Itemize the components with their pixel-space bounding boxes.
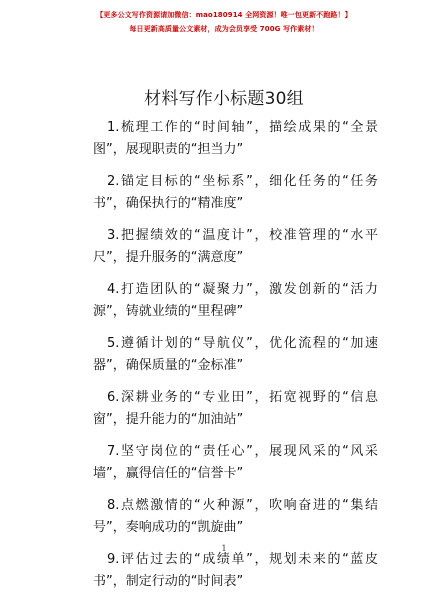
list-item: 7.坚守岗位的“责任心”，展现风采的“风采墙”，赢得信任的“信誉卡”	[93, 444, 378, 481]
list-item: 6.深耕业务的“专业田”，拓宽视野的“信息窗”，提升能力的“加油站”	[93, 390, 378, 427]
list-item: 9.评估过去的“成绩单”，规划未来的“蓝皮书”，制定行动的“时间表”	[93, 552, 378, 589]
list-item: 2.锚定目标的“坐标系”，细化任务的“任务书”，确保执行的“精准度”	[93, 174, 378, 211]
heading-list	[93, 117, 378, 603]
promo-banner-line-1: 【更多公文写作资源请加微信：mao180914 全网资源！唯一包更新不跑路！】	[96, 11, 352, 19]
list-item: 4.打造团队的“凝聚力”，激发创新的“活力源”，铸就业绩的“里程碑”	[93, 282, 378, 319]
list-item: 5.遵循计划的“导航仪”，优化流程的“加速器”，确保质量的“金标准”	[93, 336, 378, 373]
document-title: 材料写作小标题30组	[144, 89, 304, 109]
page-number: 1	[221, 544, 227, 553]
promo-banner-line-2: 每日更新高质量公文素材，成为会员享受 700G 写作素材！	[129, 25, 319, 33]
list-item: 8.点燃激情的“火种源”，吹响奋进的“集结号”，奏响成功的“凯旋曲”	[93, 498, 378, 535]
list-item: 3.把握绩效的“温度计”，校准管理的“水平尺”，提升服务的“满意度”	[93, 228, 378, 265]
list-item: 1.梳理工作的“时间轴”，描绘成果的“全景图”，展现职责的“担当力”	[93, 120, 378, 157]
